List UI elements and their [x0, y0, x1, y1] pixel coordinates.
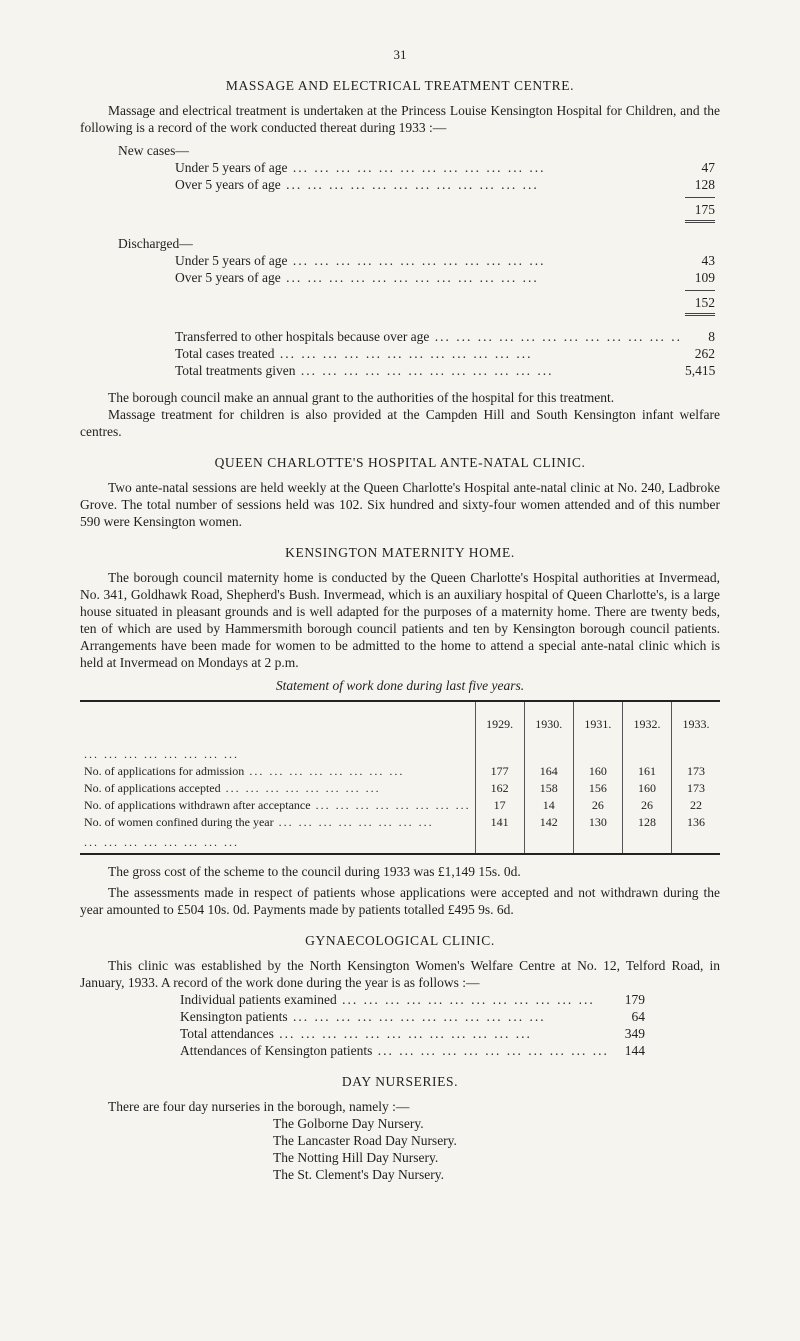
- list-item: The Golborne Day Nursery.: [273, 1116, 424, 1131]
- summary-transferred: Transferred to other hospitals because over age ... . 8: [175, 328, 715, 345]
- gyn-row: Kensington patients ... . 64: [180, 1008, 645, 1025]
- table-row: No. of applications accepted ... . 162 158 156 160 173: [80, 780, 720, 797]
- gyn-heading: GYNAECOLOGICAL CLINIC.: [305, 933, 495, 948]
- page-number: 31: [393, 47, 407, 62]
- table-caption: Statement of work done during last five years.: [275, 678, 525, 693]
- maternity-heading: KENSINGTON MATERNITY HOME.: [285, 545, 515, 560]
- year-header: 1930.: [524, 701, 573, 746]
- new-cases-under5: Under 5 years of age ... . 47: [175, 159, 715, 176]
- massage-heading: MASSAGE AND ELECTRICAL TREATMENT CENTRE.: [225, 78, 575, 93]
- discharged-total: 152: [175, 286, 715, 322]
- summary-total-treatments: Total treatments given ... . 5,415: [175, 362, 715, 379]
- list-item: The Notting Hill Day Nursery.: [273, 1150, 439, 1165]
- nursery-list: [273, 1115, 720, 1183]
- year-header: 1933.: [672, 701, 720, 746]
- massage-intro: Massage and electrical treatment is undertaken at the Princess Louise Kensington Hospital for Children, and the following is a record of the work conducted thereat during 1933 :—: [80, 103, 720, 135]
- massage-other-centres-text: Massage treatment for children is also provided at the Campden Hill and South Kensington infant welfare centres.: [80, 407, 720, 439]
- gyn-row: Attendances of Kensington patients ... . 144: [180, 1042, 645, 1059]
- table-row: No. of applications for admission ... . 177 164 160 161 173: [80, 763, 720, 780]
- gyn-row: Total attendances ... . 349: [180, 1025, 645, 1042]
- year-header: 1929.: [475, 701, 524, 746]
- year-header: 1931.: [573, 701, 622, 746]
- document-page: [80, 46, 720, 1183]
- new-cases-over5: Over 5 years of age ... . 128: [175, 176, 715, 193]
- gyn-text: This clinic was established by the North Kensington Women's Welfare Centre at No. 12, Telford Road, in January, 1933. A record of the work done during the year is as follows :—: [80, 958, 720, 990]
- maternity-assessments-text: The assessments made in respect of patients whose applications were accepted and not withdrawn during the year amounted to £504 10s. 0d. Payments made by patients totalled £495 9s. 6d.: [80, 885, 720, 917]
- gyn-row: Individual patients examined ... . 179: [180, 991, 645, 1008]
- nurseries-heading: DAY NURSERIES.: [341, 1074, 459, 1089]
- massage-grant-text: The borough council make an annual grant to the authorities of the hospital for this treatment.: [108, 390, 615, 405]
- table-row: No. of applications withdrawn after acceptance ... . 17 14 26 26 22: [80, 797, 720, 814]
- table-row: No. of women confined during the year ... . 141 142 130 128 136: [80, 814, 720, 831]
- discharged-label: Discharged—: [118, 236, 193, 251]
- table-header-blank: [80, 701, 475, 746]
- summary-total-cases: Total cases treated ... . 262: [175, 345, 715, 362]
- maternity-cost-text: The gross cost of the scheme to the council during 1933 was £1,149 15s. 0d.: [108, 864, 521, 879]
- discharged-under5: Under 5 years of age ... . 43: [175, 252, 715, 269]
- list-item: The St. Clement's Day Nursery.: [273, 1167, 445, 1182]
- year-header: 1932.: [622, 701, 671, 746]
- nurseries-text: There are four day nurseries in the borough, namely :—: [108, 1099, 410, 1114]
- discharged-over5: Over 5 years of age ... . 109: [175, 269, 715, 286]
- list-item: The Lancaster Road Day Nursery.: [273, 1133, 457, 1148]
- new-cases-total: 175: [175, 193, 715, 229]
- queen-text: Two ante-natal sessions are held weekly at the Queen Charlotte's Hospital ante-natal clinic at No. 240, Ladbroke Grove. The total number of sessions held was 102. Six hundred and sixty-four women attended and of this number 590 were Kensington women.: [80, 480, 720, 529]
- queen-heading: QUEEN CHARLOTTE'S HOSPITAL ANTE-NATAL CLINIC.: [214, 455, 586, 470]
- table-header-row: [80, 701, 720, 746]
- new-cases-label: New cases—: [118, 143, 189, 158]
- five-year-table: [80, 700, 720, 855]
- maternity-text: The borough council maternity home is conducted by the Queen Charlotte's Hospital authorities at Invermead, No. 341, Goldhawk Road, Shepherd's Bush. Invermead, which is an auxiliary hospital of Queen Charlotte's, is a large house situated in pleasant grounds and is well adapted for the purposes of a maternity home. There are twenty beds, ten of which are used by Hammersmith borough council patients and ten by Kensington borough council patients. Arrangements have been made for women to be admitted to the home to attend a special ante-natal clinic which is held at Invermead on Mondays at 2 p.m.: [80, 570, 720, 670]
